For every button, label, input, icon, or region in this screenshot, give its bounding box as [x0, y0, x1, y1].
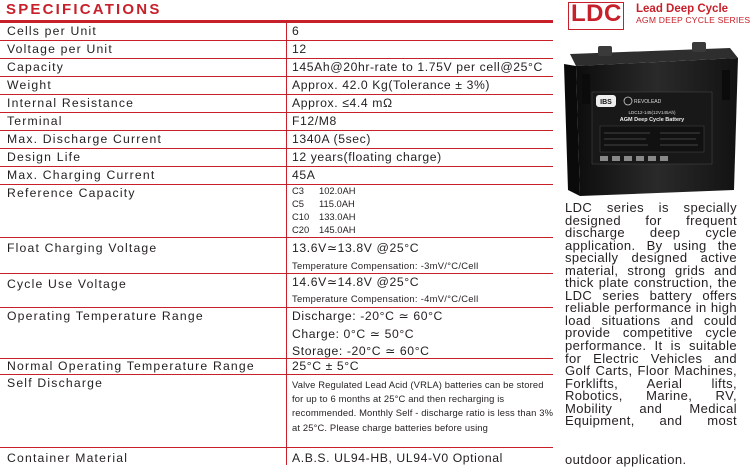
battery-model: LDC12-145(12V145Ah): [628, 110, 676, 115]
spec-row-terminal: [0, 113, 553, 131]
spec-label: Voltage per Unit: [7, 42, 113, 56]
spec-row-container: [0, 448, 553, 465]
storage-temp: Storage: -20°C ≃ 60°C: [292, 344, 430, 358]
spec-row-operating-temp: [0, 308, 553, 359]
spec-row-resistance: [0, 95, 553, 113]
temperature-compensation: Temperature Compensation: -4mV/°C/Cell: [292, 293, 479, 304]
spec-row-self-discharge: [0, 375, 553, 448]
spec-value: 12 years(floating charge): [292, 150, 442, 164]
handle-left: [582, 74, 590, 104]
spec-value: F12/M8: [292, 114, 337, 128]
battery-brand: IBS: [600, 99, 612, 106]
spec-label: Container Material: [7, 451, 129, 465]
spec-label: Weight: [7, 78, 52, 92]
capacity-item: C3 102.0AH: [292, 185, 356, 196]
spec-value: 145Ah@20hr-rate to 1.75V per cell@25°C: [292, 60, 543, 74]
spec-label: Max. Discharge Current: [7, 132, 163, 146]
capacity-item: C10 133.0AH: [292, 211, 356, 222]
spec-label: Internal Resistance: [7, 96, 135, 110]
spec-row-capacity: [0, 59, 553, 77]
capacity-item: C20 145.0AH: [292, 224, 356, 235]
spec-label: Cells per Unit: [7, 24, 97, 38]
section-title: SPECIFICATIONS: [6, 1, 162, 18]
spec-row-voltage: [0, 41, 553, 59]
spec-row-reference-capacity: [0, 185, 553, 238]
charge-temp: Charge: 0°C ≃ 50°C: [292, 327, 415, 341]
temperature-compensation: Temperature Compensation: -3mV/°C/Cell: [292, 260, 479, 271]
spec-label: Capacity: [7, 60, 65, 74]
spec-label: Normal Operating Temperature Range: [7, 359, 255, 373]
spec-row-max-discharge: [0, 131, 553, 149]
spec-value: 1340A (5sec): [292, 132, 372, 146]
spec-row-weight: [0, 77, 553, 95]
series-subtitle: AGM DEEP CYCLE SERIES: [636, 15, 751, 25]
capacity-item: C5 115.0AH: [292, 198, 355, 209]
terminal-right: [692, 42, 706, 52]
self-discharge-text: Valve Regulated Lead Acid (VRLA) batteries can be stored for up to 6 months at 25°C and then recharging is recommended. Monthly Self - discharge ratio is less than 3% at 25°C. Please charge batteries before using: [292, 379, 554, 433]
discharge-temp: Discharge: -20°C ≃ 60°C: [292, 309, 443, 323]
spec-value: 12: [292, 42, 307, 56]
spec-value: Approx. ≤4.4 mΩ: [292, 96, 393, 110]
spec-row-cells: [0, 23, 553, 41]
spec-value: 45A: [292, 168, 316, 182]
spec-label: Self Discharge: [7, 376, 104, 390]
spec-value: 13.6V≃13.8V @25°C: [292, 241, 420, 255]
battery-name: AGM Deep Cycle Battery: [619, 117, 685, 123]
product-description: LDC series is specially designed for frequent discharge deep cycle application. By using the specially designed active material, strong grids and thick plate construction, the LDC series battery offers reliable performance in high load situations and could provide competitive cycle performance. It is suitable for Electric Vehicles and Golf Carts, Floor Machines, Forklifts, Aerial lifts, Robotics, Marine, RV, Mobility and Medical Equipment, and most: [565, 200, 737, 429]
spec-label: Operating Temperature Range: [7, 309, 204, 323]
spec-row-cycle-use: [0, 274, 553, 308]
spec-label: Design Life: [7, 150, 82, 164]
spec-value: Approx. 42.0 Kg(Tolerance ± 3%): [292, 78, 491, 92]
spec-value: A.B.S. UL94-HB, UL94-V0 Optional: [292, 451, 503, 465]
spec-row-design-life: [0, 149, 553, 167]
spec-row-float-charging: [0, 238, 553, 274]
spec-label: Terminal: [7, 114, 63, 128]
spec-value: 25°C ± 5°C: [292, 359, 360, 373]
spec-label: Cycle Use Voltage: [7, 277, 127, 291]
battery-image: [560, 40, 740, 200]
spec-label: Max. Charging Current: [7, 168, 156, 182]
spec-row-normal-operating: [0, 359, 553, 375]
spec-value: 6: [292, 24, 300, 38]
product-description-last-line: outdoor application.: [565, 452, 687, 467]
spec-row-max-charging: [0, 167, 553, 185]
terminal-left: [598, 46, 612, 56]
series-title: Lead Deep Cycle: [636, 3, 729, 15]
spec-value: 14.6V≃14.8V @25°C: [292, 275, 420, 289]
spec-label: Reference Capacity: [7, 186, 136, 200]
ldc-logo: LDC: [571, 0, 622, 27]
spec-label: Float Charging Voltage: [7, 241, 158, 255]
battery-partner: REVOLEAD: [634, 99, 662, 105]
handle-right: [722, 70, 730, 100]
